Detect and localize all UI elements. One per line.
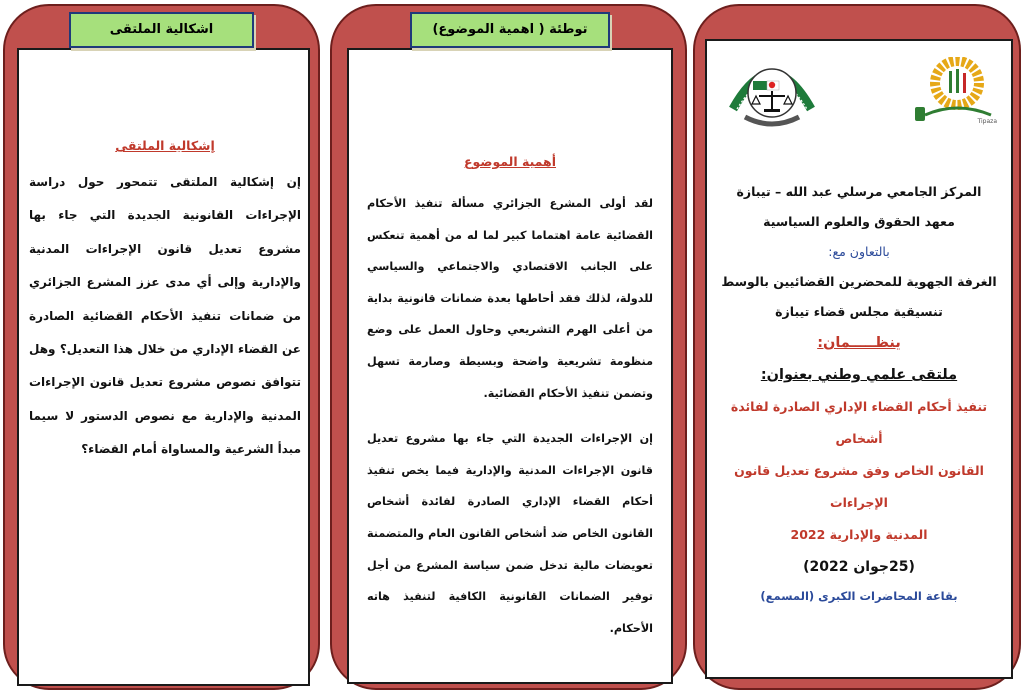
seminar-type: ملتقى علمي وطني بعنوان: <box>760 367 958 383</box>
partner-coordination: تنسيقية مجلس قضاء تيبازة <box>775 304 943 319</box>
importance-paragraph-1: لقد أولى المشرع الجزائري مسألة تنفيذ الأحكام القضائية عامة اهتماما كبير لما له من أهمية تنعكس على الجانب الاقتصادي والاجتماعي والسياسي للدولة، لذلك فقد أحاطها بعدة ضمانات قانونية بداية من أعلى الهرم التشريعي وحاول العمل على وضع منظومة تشريعية واضحة وبسيطة وصارمة تسهل وتضمن تنفيذ الأحكام القضائية. <box>367 197 653 400</box>
logo-tipaza-label: Tipaza <box>977 118 997 125</box>
problem-content-box <box>17 48 310 686</box>
cover-content-box <box>705 39 1013 679</box>
seminar-title-line-2: القانون الخاص وفق مشروع تعديل قانون الإجراءات <box>734 463 984 510</box>
importance-panel <box>330 4 687 690</box>
university-logo-icon <box>911 57 1003 127</box>
importance-content-box <box>347 48 673 684</box>
institute-name: معهد الحقوق والعلوم السياسية <box>763 214 955 229</box>
partner-chamber: الغرفة الجهوية للمحضرين القضائيين بالوسط <box>721 274 997 289</box>
problem-panel <box>3 4 320 690</box>
in-cooperation-label: بالتعاون مع: <box>828 244 890 259</box>
bailiffs-chamber-logo-icon <box>723 47 821 133</box>
seminar-date: (25جوان 2022) <box>803 559 915 575</box>
university-name: المركز الجامعي مرسلي عبد الله – تيبازة <box>736 184 982 199</box>
importance-paragraph-2: إن الإجراءات الجديدة التي جاء بها مشروع تعديل قانون الإجراءات المدنية والإدارية فيما يخص تنفيذ أحكام القضاء الإداري الصادرة لفائدة أشخاص القانون الخاص ضد أشخاص القانون العام والمتضمنة تعويضات مالية تدخل ضمن سياسة المشرع من أجل توفير الضمانات القانونية الكافية لتنفيذ هاته الأحكام. <box>367 432 653 635</box>
importance-tab: توطئة ( اهمية الموضوع) <box>410 12 610 48</box>
problem-tab: اشكالية الملتقى <box>69 12 254 48</box>
problem-heading: إشكالية الملتقى <box>115 138 215 153</box>
seminar-title-line-3: المدنية والإدارية 2022 <box>790 527 928 542</box>
seminar-venue: بقاعة المحاضرات الكبرى (المسمع) <box>760 589 958 603</box>
cover-panel <box>693 4 1021 690</box>
organize-label: ينظـــــمان: <box>817 335 901 351</box>
problem-paragraph: إن إشكالية الملتقى تتمحور حول دراسة الإجراءات القانونية الجديدة التي جاء بها مشروع تعديل قانون الإجراءات المدنية والإدارية وإلى أي مدى عزز المشرع الجزائري من ضمانات تنفيذ الأحكام القضائية الصادرة عن القضاء الإداري من خلال هذا التعديل؟ وهل تتوافق نصوص مشروع تعديل قانون الإجراءات المدنية والإدارية مع نصوص الدستور لا سيما مبدأ الشرعية والمساواة أمام القضاء؟ <box>29 175 301 457</box>
importance-heading: أهمية الموضوع <box>463 154 557 169</box>
cover-text-block <box>713 177 1005 609</box>
seminar-title-line-1: تنفيذ أحكام القضاء الإداري الصادرة لفائدة أشخاص <box>730 399 988 446</box>
